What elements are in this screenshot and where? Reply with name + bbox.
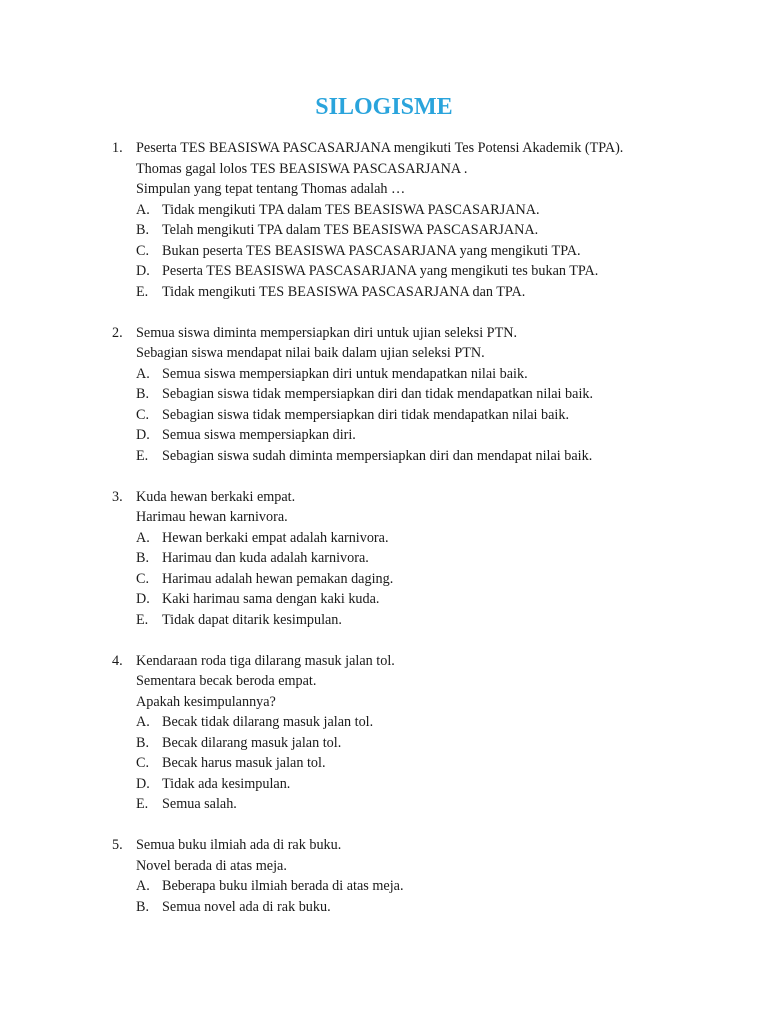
option-letter: E. [136, 611, 149, 628]
option-letter: A. [136, 201, 150, 218]
answer-option [0, 282, 768, 303]
option-text: Tidak dapat ditarik kesimpulan. [162, 611, 342, 628]
question-statement: Semua siswa diminta mempersiapkan diri untuk ujian seleksi PTN. [136, 324, 518, 341]
question-line [0, 671, 768, 692]
answer-option [0, 876, 768, 897]
answer-option [0, 753, 768, 774]
question-line [0, 507, 768, 528]
option-text: Tidak ada kesimpulan. [162, 775, 291, 792]
answer-option [0, 220, 768, 241]
question-number: 2. [112, 324, 123, 341]
option-letter: B. [136, 386, 150, 402]
question-statement: Apakah kesimpulannya? [136, 693, 276, 710]
answer-option [0, 261, 768, 282]
option-letter: E. [136, 283, 149, 300]
option-text: Tidak mengikuti TES BEASISWA PASCASARJANA dan TPA. [162, 283, 526, 300]
question-number: 4. [112, 652, 123, 669]
question-item [0, 487, 768, 631]
option-letter: D. [136, 775, 150, 792]
option-letter: B. [136, 898, 150, 915]
question-line [0, 138, 768, 159]
question-list [0, 138, 768, 938]
option-text: Tidak mengikuti TPA dalam TES BEASISWA PASCASARJANA. [162, 201, 540, 218]
option-text: Becak tidak dilarang masuk jalan tol. [162, 714, 374, 730]
option-text: Kaki harimau sama dengan kaki kuda. [162, 591, 380, 607]
option-letter: D. [136, 427, 150, 443]
answer-option [0, 712, 768, 733]
answer-option [0, 528, 768, 549]
question-statement: Peserta TES BEASISWA PASCASARJANA mengikuti Tes Potensi Akademik (TPA). [136, 140, 624, 156]
question-number: 5. [112, 837, 123, 853]
option-text: Semua novel ada di rak buku. [162, 898, 331, 915]
answer-option [0, 733, 768, 754]
question-statement: Sebagian siswa mendapat nilai baik dalam ujian seleksi PTN. [136, 345, 485, 361]
answer-option [0, 200, 768, 221]
question-line [0, 323, 768, 344]
answer-option [0, 897, 768, 918]
answer-option [0, 610, 768, 631]
question-number: 3. [112, 488, 123, 505]
answer-option [0, 384, 768, 405]
option-text: Semua salah. [162, 796, 237, 812]
answer-option [0, 589, 768, 610]
question-statement: Kendaraan roda tiga dilarang masuk jalan tol. [136, 652, 395, 669]
answer-option [0, 774, 768, 795]
question-line [0, 487, 768, 508]
question-statement: Harimau hewan karnivora. [136, 509, 288, 525]
option-letter: C. [136, 570, 150, 587]
option-text: Harimau adalah hewan pemakan daging. [162, 570, 394, 587]
question-statement: Semua buku ilmiah ada di rak buku. [136, 837, 342, 853]
option-text: Sebagian siswa sudah diminta mempersiapkan diri dan mendapat nilai baik. [162, 447, 593, 464]
question-item [0, 651, 768, 815]
option-letter: B. [136, 734, 150, 751]
option-text: Telah mengikuti TPA dalam TES BEASISWA PASCASARJANA. [162, 222, 539, 238]
option-letter: A. [136, 714, 150, 730]
question-item [0, 835, 768, 917]
question-item [0, 323, 768, 467]
answer-option [0, 241, 768, 262]
option-letter: E. [136, 796, 149, 812]
option-letter: C. [136, 406, 150, 423]
option-letter: E. [136, 447, 149, 464]
option-text: Becak dilarang masuk jalan tol. [162, 734, 342, 751]
question-line [0, 159, 768, 180]
option-letter: B. [136, 222, 150, 238]
option-letter: A. [136, 365, 150, 382]
option-letter: C. [136, 755, 150, 771]
option-text: Sebagian siswa tidak mempersiapkan diri tidak mendapatkan nilai baik. [162, 406, 569, 423]
option-text: Semua siswa mempersiapkan diri. [162, 427, 356, 443]
answer-option [0, 364, 768, 385]
answer-option [0, 405, 768, 426]
option-letter: A. [136, 878, 150, 894]
option-text: Peserta TES BEASISWA PASCASARJANA yang mengikuti tes bukan TPA. [162, 263, 599, 279]
question-statement: Simpulan yang tepat tentang Thomas adalah … [136, 181, 406, 197]
option-text: Semua siswa mempersiapkan diri untuk mendapatkan nilai baik. [162, 365, 528, 382]
answer-option [0, 548, 768, 569]
question-line [0, 179, 768, 200]
question-number: 1. [112, 140, 123, 156]
option-letter: D. [136, 263, 150, 279]
question-line [0, 692, 768, 713]
page-title: SILOGISME [315, 94, 453, 120]
question-line [0, 856, 768, 877]
option-letter: B. [136, 550, 150, 566]
answer-option [0, 425, 768, 446]
option-letter: D. [136, 591, 150, 607]
option-text: Becak harus masuk jalan tol. [162, 755, 326, 771]
question-statement: Sementara becak beroda empat. [136, 673, 317, 689]
option-letter: A. [136, 529, 150, 546]
question-item [0, 138, 768, 302]
question-statement: Thomas gagal lolos TES BEASISWA PASCASARJANA . [136, 160, 468, 177]
question-statement: Kuda hewan berkaki empat. [136, 488, 296, 505]
option-text: Bukan peserta TES BEASISWA PASCASARJANA yang mengikuti TPA. [162, 242, 581, 259]
answer-option [0, 569, 768, 590]
option-text: Sebagian siswa tidak mempersiapkan diri dan tidak mendapatkan nilai baik. [162, 386, 594, 402]
answer-option [0, 794, 768, 815]
option-letter: C. [136, 242, 150, 259]
option-text: Harimau dan kuda adalah karnivora. [162, 550, 369, 566]
question-line [0, 343, 768, 364]
question-statement: Novel berada di atas meja. [136, 857, 287, 874]
question-line [0, 835, 768, 856]
answer-option [0, 446, 768, 467]
question-line [0, 651, 768, 672]
option-text: Hewan berkaki empat adalah karnivora. [162, 529, 389, 546]
option-text: Beberapa buku ilmiah berada di atas meja. [162, 878, 404, 894]
